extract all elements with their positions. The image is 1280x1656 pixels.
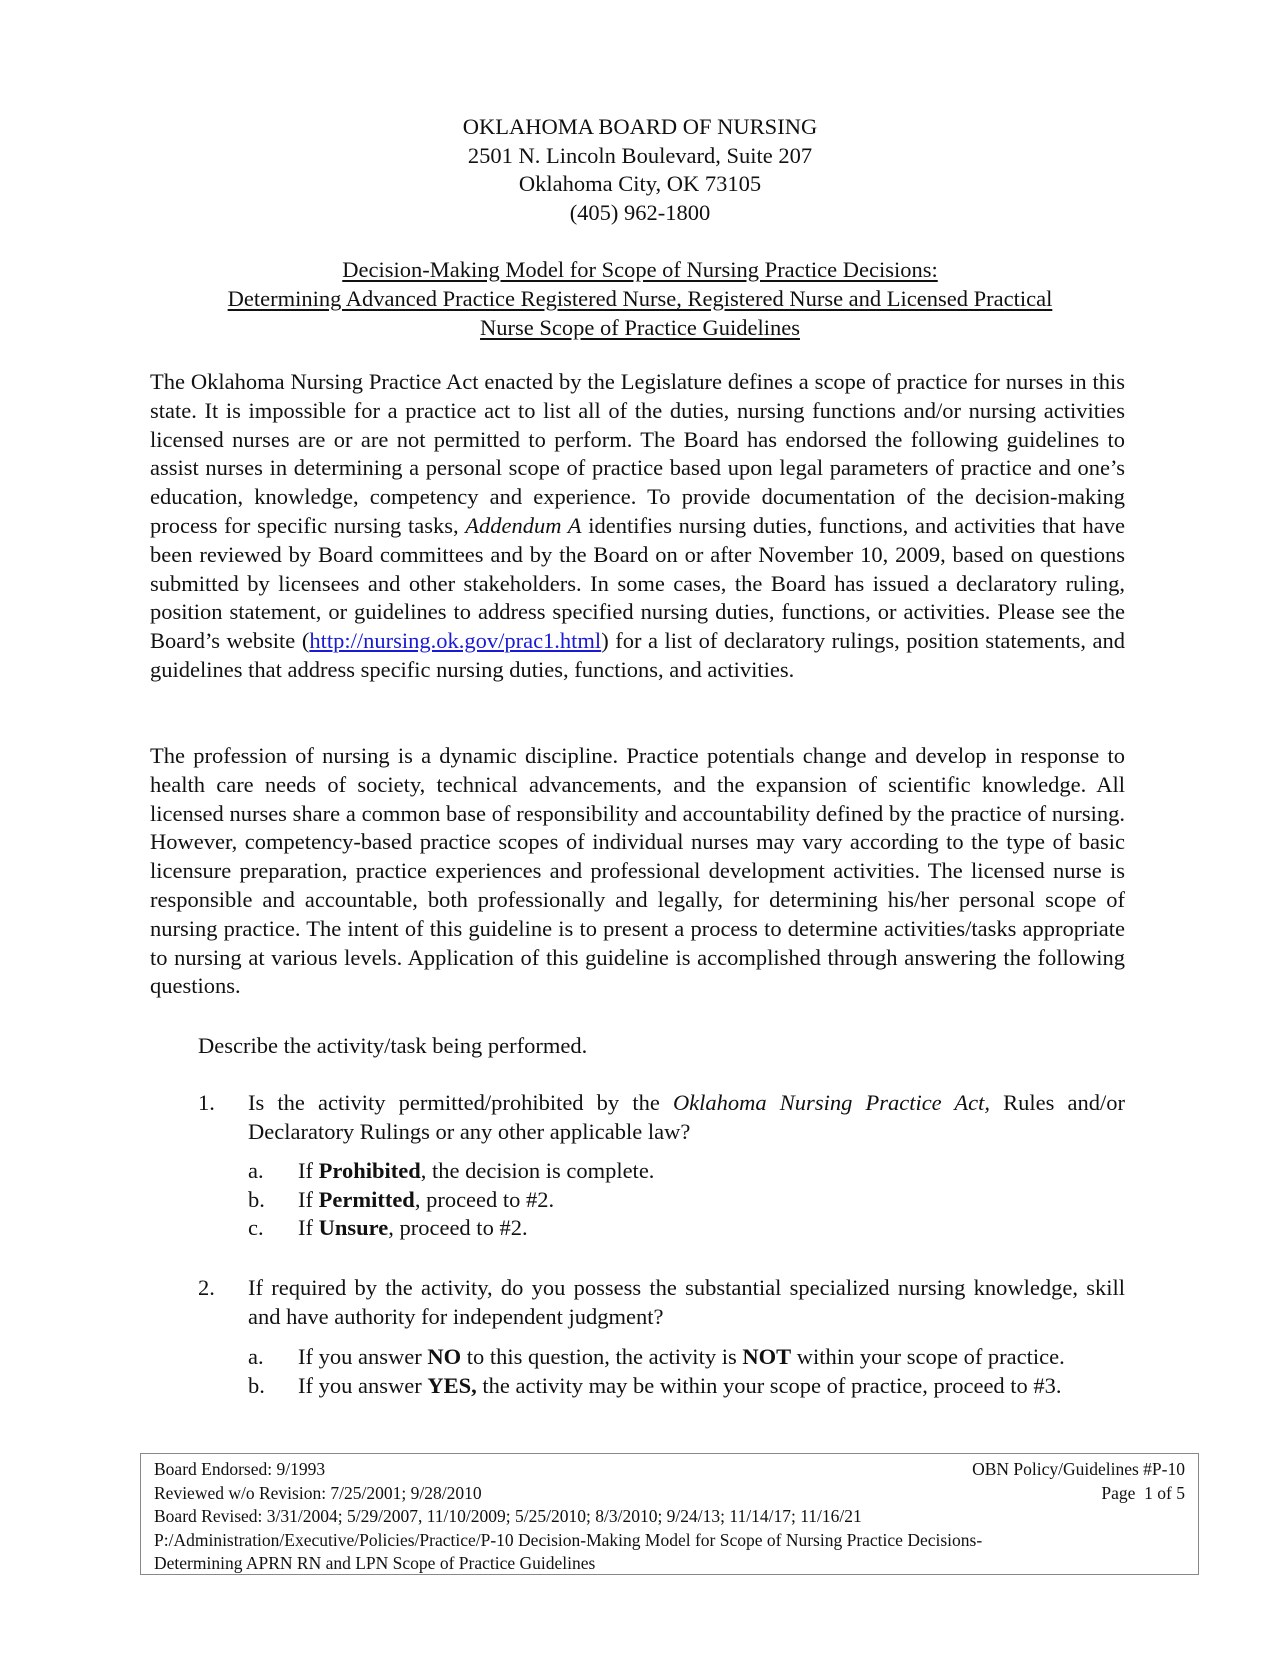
document-title [0,255,1280,342]
option-keyword: Unsure [318,1215,389,1240]
option-keyword: NOT [742,1344,792,1369]
option-text: If [298,1158,319,1183]
question-text: Rules and/or Declaratory Rulings or any other applicable law? [248,1090,1125,1144]
endorsed-date: Board Endorsed: 9/1993 [154,1459,326,1479]
option-text: to this question, the activity is [461,1344,743,1369]
question-2-options [248,1343,1125,1400]
question-number: 2. [198,1275,215,1300]
policy-footer [140,1453,1199,1575]
option-letter: a. [248,1158,264,1183]
option-item [248,1214,1125,1243]
option-item [248,1343,1125,1372]
file-path-line-1: P:/Administration/Executive/Policies/Practice/P-10 Decision-Making Model for Scope of Nursing Practice Decisions- [154,1529,983,1550]
intro-text-1: The Oklahoma Nursing Practice Act enacted by the Legislature defines a scope of practice for nurses in this state. It is impossible for a practice act to list all of the duties, nursing functions and/or nursing activities licensed nurses are or are not permitted to perform. The Board has endorsed the following guidelines to assist nurses in determining a personal scope of practice based upon legal parameters of practice and one’s education, knowledge, competency and experience. To provide documentation of the decision-making process for specific nursing tasks, [150,369,1125,538]
option-text: the activity may be within your scope of practice, proceed to #3. [476,1372,1062,1398]
reviewed-dates: Reviewed w/o Revision: 7/25/2001; 9/28/2010 [154,1482,482,1503]
letterhead [0,113,1280,227]
org-city: Oklahoma City, OK 73105 [518,171,762,196]
revised-dates: Board Revised: 3/31/2004; 5/29/2007, 11/10/2009; 5/25/2010; 8/3/2010; 9/24/13; 11/14/17; 11/16/21 [154,1506,862,1526]
org-address: 2501 N. Lincoln Boulevard, Suite 207 [467,142,813,168]
question-text: Is the activity permitted/prohibited by the [248,1090,673,1115]
option-text: , proceed to #2. [414,1186,555,1212]
org-phone: (405) 962-1800 [569,199,711,225]
question-2 [198,1274,1125,1331]
option-text: If [298,1215,319,1240]
file-path-line-2: Determining APRN RN and LPN Scope of Practice Guidelines [154,1553,596,1573]
option-text: within your scope of practice. [791,1344,1065,1369]
option-item [248,1157,1125,1186]
option-item [248,1186,1125,1215]
option-letter: a. [248,1344,264,1369]
option-item [248,1372,1125,1401]
page-number: Page 1 of 5 [1101,1482,1185,1503]
board-website-link[interactable]: http://nursing.ok.gov/prac1.html [309,628,602,654]
option-letter: b. [248,1372,265,1398]
option-keyword: Prohibited [318,1158,421,1183]
option-text: , proceed to #2. [388,1215,528,1240]
intro-text-3: ) for a list of declaratory rulings, position statements, and guidelines that address specific nursing duties, functions, and activities. [150,628,1125,682]
option-text: If [298,1186,319,1212]
intro-text-2: identifies nursing duties, functions, and activities that have been reviewed by Board committees and by the Board on or after November 10, 2009, based on questions submitted by licensees and other stakeholders. In some cases, the Board has issued a declaratory ruling, position statement, or guidelines to address specified nursing duties, functions, or activities. Please see the Board’s website ( [150,512,1125,654]
org-name: OKLAHOMA BOARD OF NURSING [462,114,818,139]
option-text: If you answer [298,1372,428,1398]
title-line-2: Determining Advanced Practice Registered Nurse, Registered Nurse and Licensed Practical [227,286,1053,311]
title-line-3: Nurse Scope of Practice Guidelines [480,315,800,340]
option-keyword: Permitted [318,1186,415,1212]
question-text: If required by the activity, do you possess the substantial specialized nursing knowledge, skill and have authority for independent judgment? [248,1275,1125,1329]
question-1-options [248,1157,1125,1243]
describe-instruction: Describe the activity/task being performed. [198,1033,588,1058]
option-letter: b. [248,1186,265,1212]
question-number: 1. [198,1090,215,1115]
addendum-reference: Addendum A [465,512,582,538]
option-text: , the decision is complete. [420,1158,655,1183]
title-line-1: Decision-Making Model for Scope of Nursing Practice Decisions: [342,257,938,282]
intro-paragraph [150,368,1125,685]
act-title: Oklahoma Nursing Practice Act, [672,1090,990,1115]
option-keyword: NO [427,1344,462,1369]
policy-number: OBN Policy/Guidelines #P-10 [972,1459,1185,1479]
question-1 [198,1089,1125,1146]
option-keyword: YES, [427,1372,477,1398]
option-letter: c. [248,1215,264,1240]
profession-paragraph: The profession of nursing is a dynamic discipline. Practice potentials change and develop in response to health care needs of society, technical advancements, and the expansion of scientific knowledge. All licensed nurses share a common base of responsibility and accountability defined by the practice of nursing. However, competency-based practice scopes of individual nurses may vary according to the type of basic licensure preparation, practice experiences and professional development activities. The licensed nurse is responsible and accountable, both professionally and legally, for determining his/her personal scope of nursing practice. The intent of this guideline is to present a process to determine activities/tasks appropriate to nursing at various levels. Application of this guideline is accomplished through answering the following questions. [150,743,1125,999]
option-text: If you answer [298,1344,428,1369]
